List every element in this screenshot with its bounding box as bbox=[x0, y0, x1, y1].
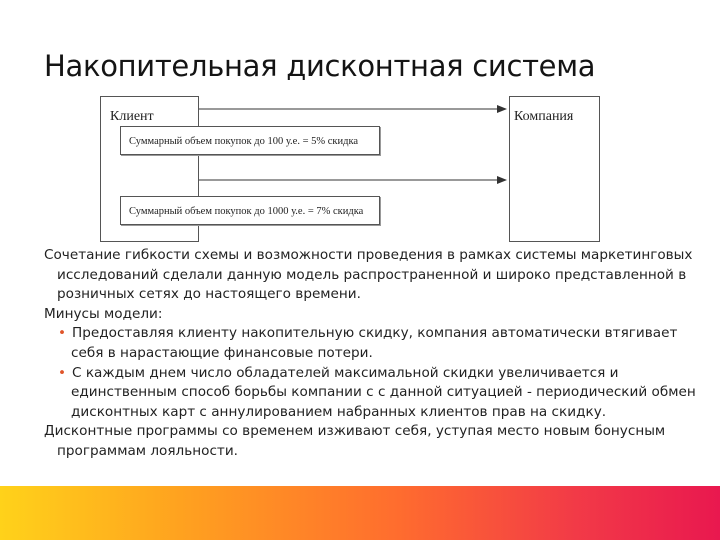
slide-title: Накопительная дисконтная система bbox=[44, 49, 596, 84]
company-label: Компания bbox=[514, 109, 574, 124]
bullet-dot-icon: • bbox=[58, 325, 67, 342]
client-label: Клиент bbox=[110, 109, 154, 124]
minus-heading: Минусы модели: bbox=[44, 305, 163, 322]
bullet-dot-icon: • bbox=[58, 364, 67, 381]
bullet-text-2: С каждым днем число обладателей максимальной скидки увеличивается и единственным способ борьбы компании с с данной ситуацией - периодический обмен дисконтных карт с аннулированием набранных клиентов прав на скидку. bbox=[71, 364, 696, 420]
rule-box-2: Суммарный объем покупок до 1000 у.е. = 7% скидка bbox=[120, 196, 380, 225]
rule-box-1: Суммарный объем покупок до 100 у.е. = 5% скидка bbox=[120, 126, 380, 155]
bullet-item-2 bbox=[44, 364, 704, 423]
decorative-gradient-bar bbox=[0, 486, 720, 540]
company-box bbox=[509, 96, 600, 242]
paragraph-conclusion: Дисконтные программы со временем изживают себя, уступая место новым бонусным программам лояльности. bbox=[44, 423, 666, 459]
bullet-item-1 bbox=[44, 324, 704, 363]
bullet-text-1: Предоставляя клиенту накопительную скидку, компания автоматически втягивает себя в нарастающие финансовые потери. bbox=[71, 325, 678, 361]
slide-body bbox=[44, 246, 704, 462]
paragraph-intro: Сочетание гибкости схемы и возможности проведения в рамках системы маркетинговых исследований сделали данную модель распространенной и широко представленной в розничных сетях до настоящего времени. bbox=[44, 247, 693, 303]
